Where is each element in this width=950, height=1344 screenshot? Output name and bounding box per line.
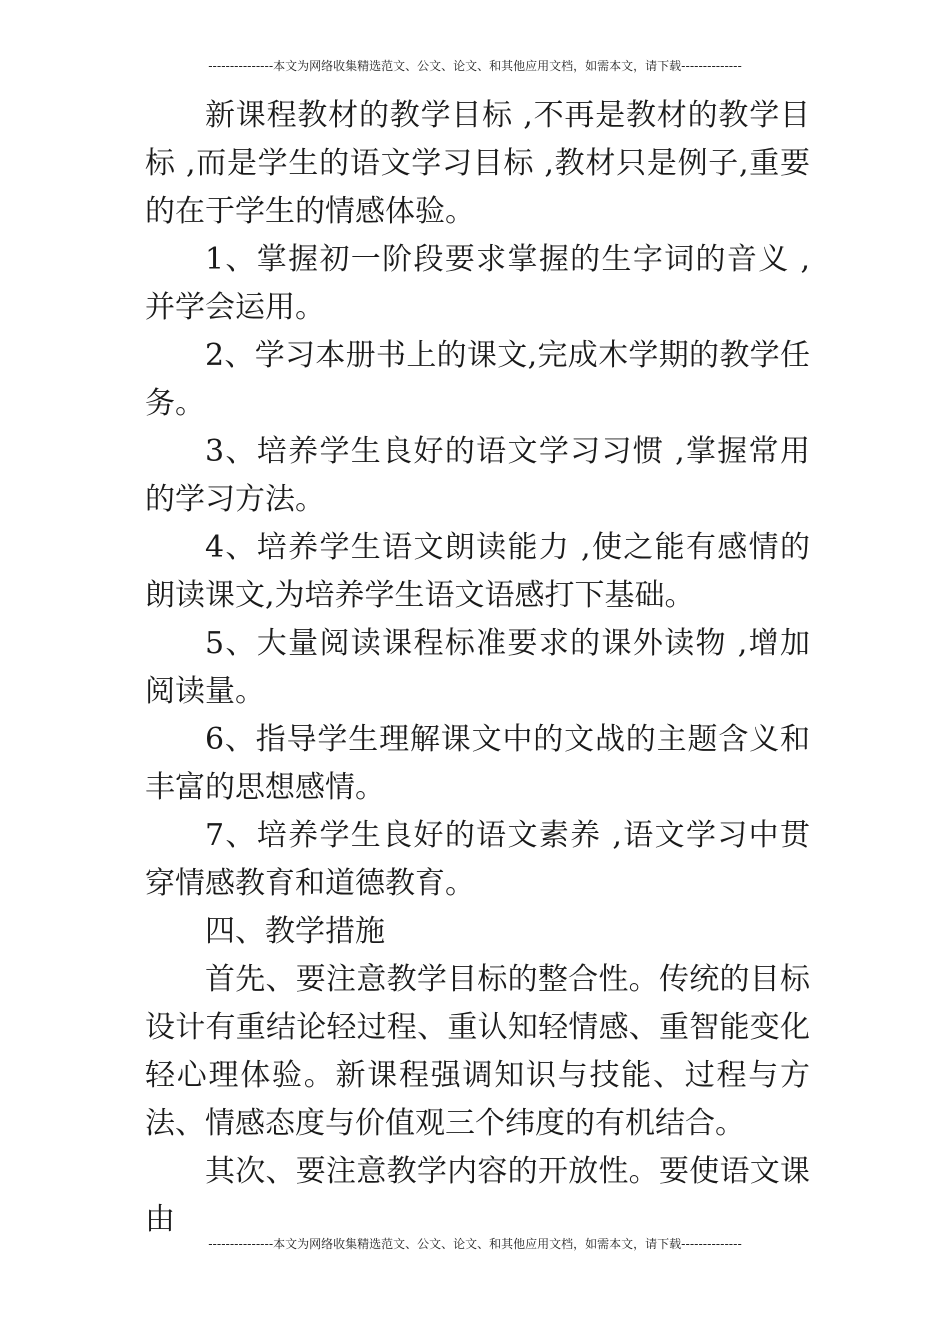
paragraph-goal-3: 3、培养学生良好的语文学习习惯 ,掌握常用的学习方法。 <box>145 434 810 517</box>
paragraph-goal-4: 4、培养学生语文朗读能力 ,使之能有感情的朗读课文,为培养学生语文语感打下基础。 <box>145 530 810 613</box>
paragraph-measure-second: 其次、要注意教学内容的开放性。要使语文课由 <box>145 1154 810 1237</box>
paragraph-goal-6: 6、指导学生理解课文中的文战的主题含义和丰富的思想感情。 <box>145 722 810 805</box>
footer-banner: ---------------本文为网络收集精选范文、公文、论文、和其他应用文档，如需本文，请下载-------------- <box>208 1237 742 1251</box>
paragraph-measure-first: 首先、要注意教学目标的整合性。传统的目标设计有重结论轻过程、重认知轻情感、重智能变化轻心理体验。新课程强调知识与技能、过程与方法、情感态度与价值观三个纬度的有机结合。 <box>145 962 810 1141</box>
paragraph-intro: 新课程教材的教学目标 ,不再是教材的教学目标 ,而是学生的语文学习目标 ,教材只是例子,重要的在于学生的情感体验。 <box>145 98 810 229</box>
document-body <box>145 92 810 1244</box>
paragraph-goal-5: 5、大量阅读课程标准要求的课外读物 ,增加阅读量。 <box>145 626 810 709</box>
paragraph-goal-1: 1、掌握初一阶段要求掌握的生字词的音义 ,并学会运用。 <box>145 242 810 325</box>
paragraph-goal-7: 7、培养学生良好的语文素养 ,语文学习中贯穿情感教育和道德教育。 <box>145 818 810 901</box>
header-banner: ---------------本文为网络收集精选范文、公文、论文、和其他应用文档，如需本文，请下载-------------- <box>208 59 742 73</box>
paragraph-goal-2: 2、学习本册书上的课文,完成木学期的教学任务。 <box>145 338 810 421</box>
section-heading-measures: 四、教学措施 <box>205 914 385 949</box>
